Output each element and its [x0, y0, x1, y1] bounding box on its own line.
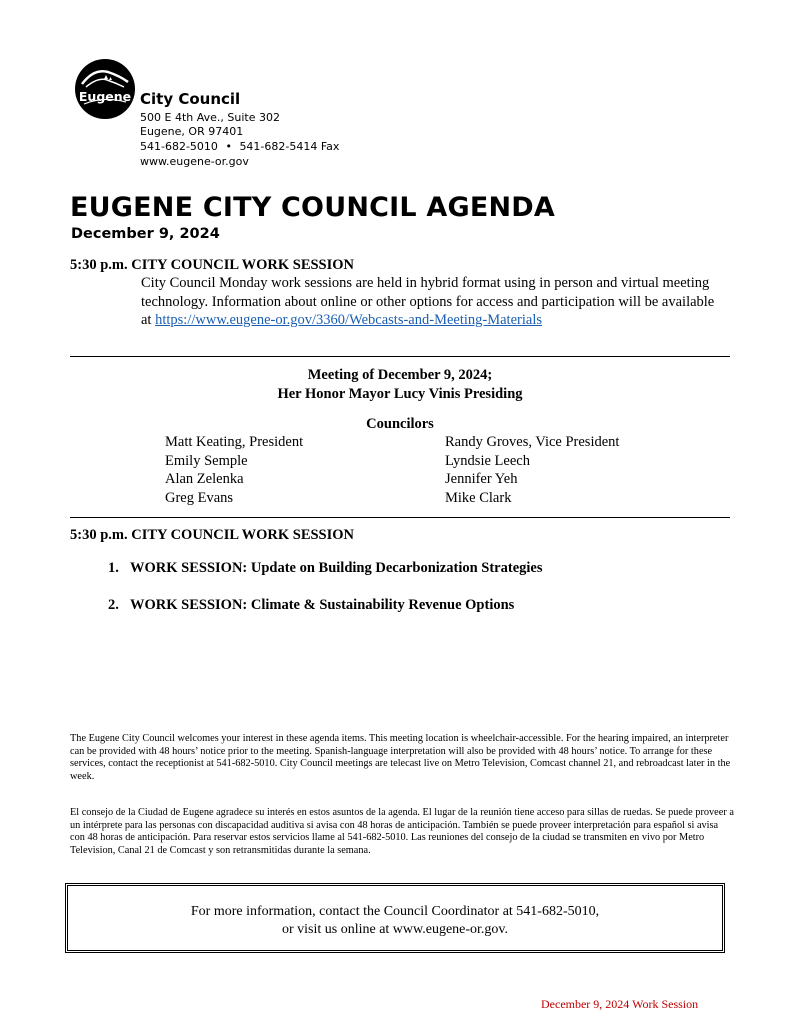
councilor-right-4: Mike Clark — [445, 490, 512, 506]
separator: • — [225, 140, 232, 153]
divider — [70, 517, 730, 518]
meeting-presiding: Her Honor Mayor Lucy Vinis Presiding — [277, 386, 523, 402]
councilor-left-3: Alan Zelenka — [165, 471, 244, 487]
agenda-item: WORK SESSION: Update on Building Decarbonization Strategies — [130, 560, 543, 576]
address-line2: Eugene, OR 97401 — [140, 125, 244, 138]
phone: 541-682-5010 — [140, 140, 218, 153]
info-line1: For more information, contact the Council Coordinator at 541-682-5010, — [190, 904, 600, 919]
logo-text: Eugene — [78, 89, 132, 104]
meeting-line1: Meeting of December 9, 2024; — [307, 367, 493, 383]
eugene-logo — [74, 58, 136, 120]
session-description — [141, 274, 721, 330]
councilor-right-1: Randy Groves, Vice President — [445, 434, 620, 450]
divider — [70, 356, 730, 357]
councilors-heading: Councilors — [366, 416, 434, 432]
webcasts-link-cont[interactable]: Meeting-Materials — [434, 312, 542, 328]
work-session-heading: 5:30 p.m. CITY COUNCIL WORK SESSION — [70, 527, 355, 543]
website: www.eugene-or.gov — [140, 155, 249, 168]
agenda-item: WORK SESSION: Climate & Sustainability Revenue Options — [130, 597, 515, 613]
councilor-right-2: Lyndsie Leech — [445, 453, 530, 469]
accessibility-notice-spanish: El consejo de la Ciudad de Eugene agradece su interés en estos asuntos de la agenda. El lugar de la reunión tiene acceso para sillas de ruedas. Se puede proveer a un intérprete para las personas con discapacidad auditiva si avisa con 48 horas de anticipación. También se puede proveer interpretación para español si avisa con 48 horas de anticipación. Para reservar estos servicios llame al 541-682-5010. Las reuniones del consejo de la ciudad se transmiten en vivo por Metro Television, Canal 21 de Comcast y son retransmitidas durante la semana. — [70, 807, 734, 856]
session-heading: 5:30 p.m. CITY COUNCIL WORK SESSION — [70, 257, 355, 273]
fax: 541-682-5414 Fax — [239, 140, 340, 153]
agenda-item-number: 2. — [108, 597, 119, 613]
org-name: City Council — [140, 90, 241, 108]
councilor-left-1: Matt Keating, President — [165, 434, 304, 450]
info-box-text — [68, 903, 722, 939]
agenda-date: December 9, 2024 — [71, 226, 220, 242]
councilor-left-4: Greg Evans — [165, 490, 234, 506]
contact-phones — [140, 139, 339, 154]
accessibility-notice-english: The Eugene City Council welcomes your interest in these agenda items. This meeting location is wheelchair-accessible. For the hearing impaired, an interpreter can be provided with 48 hours’ notice prior to the meeting. Spanish-language interpretation will also be provided with 48 hours’ notice. To arrange for these services, contact the receptionist at 541-682-5010. City Council meetings are telecast live on Metro Television, Comcast channel 21, and rebroadcast later in the week. — [70, 733, 731, 782]
address-line1: 500 E 4th Ave., Suite 302 — [140, 111, 280, 124]
info-line2: or visit us online at www.eugene-or.gov. — [281, 922, 509, 937]
webcasts-link[interactable]: https://www.eugene-or.gov/3360/Webcasts-and- — [155, 312, 435, 328]
agenda-title: EUGENE CITY COUNCIL AGENDA — [70, 192, 556, 223]
session-text: City Council Monday work sessions are held in hybrid format using in person and virtual meeting technology. Information about online or other options for access and participation will be available at — [141, 275, 715, 328]
councilor-right-3: Jennifer Yeh — [445, 471, 518, 487]
agenda-item-number: 1. — [108, 560, 119, 576]
footer-session-label: December 9, 2024 Work Session — [541, 997, 699, 1011]
councilor-left-2: Emily Semple — [165, 453, 248, 469]
